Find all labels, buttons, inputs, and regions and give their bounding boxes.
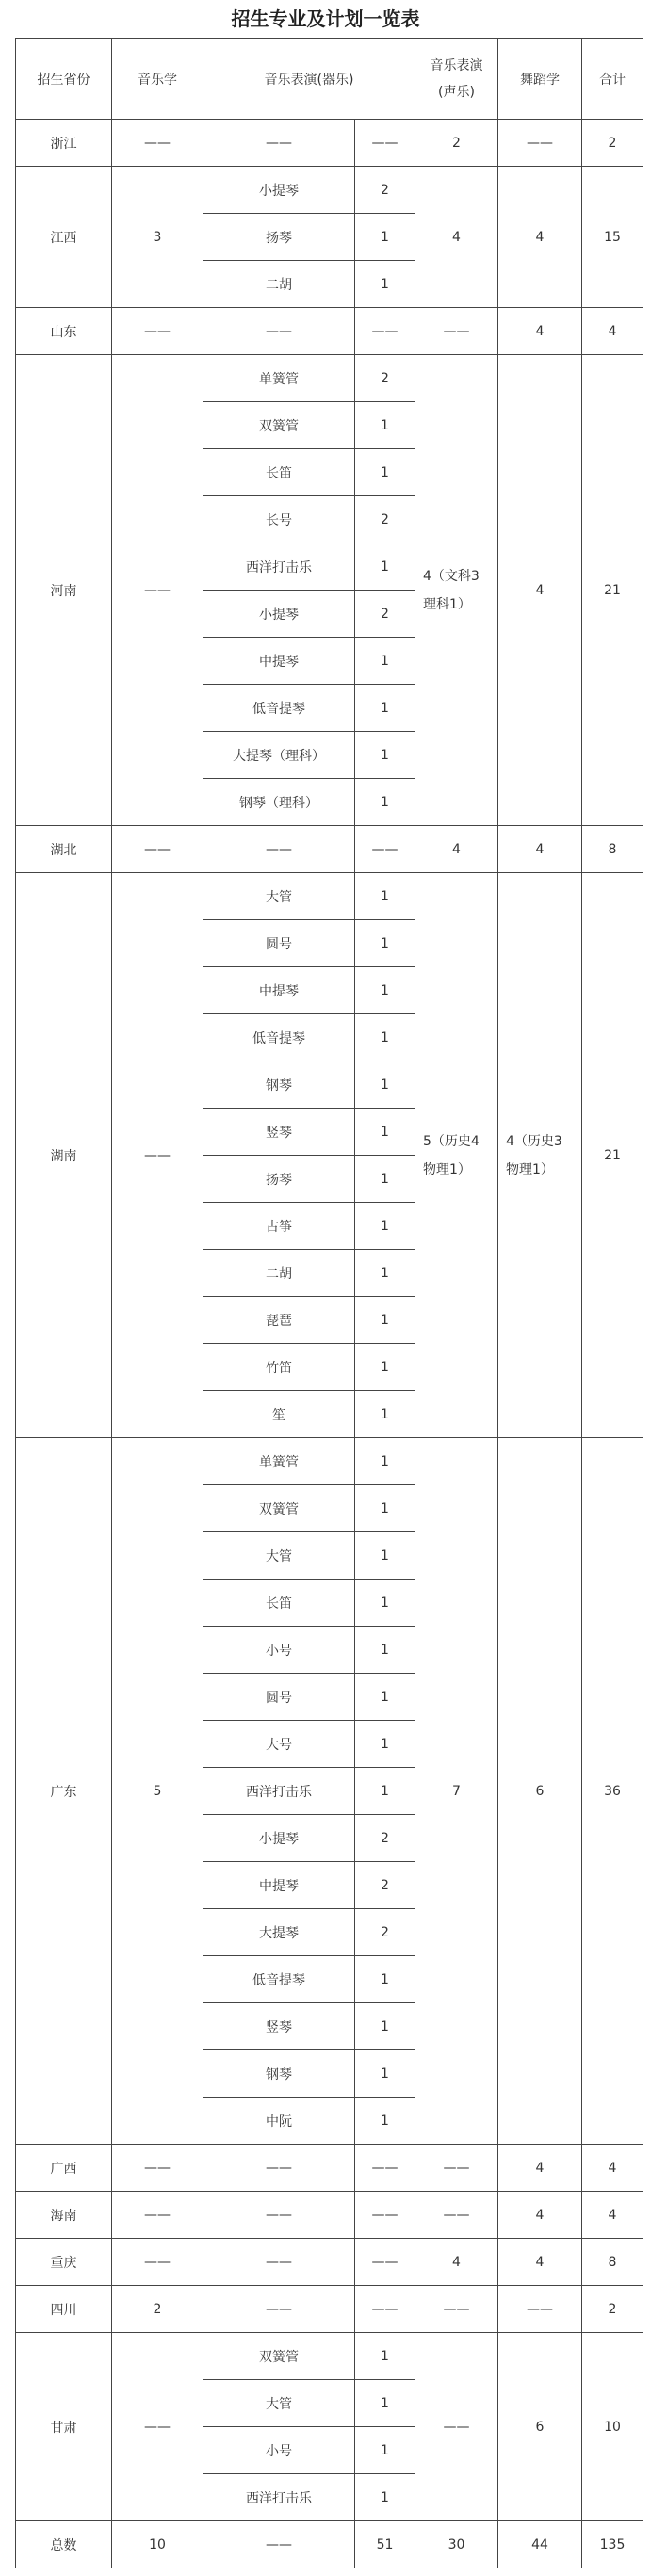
vocal-cell: —— <box>415 2192 498 2239</box>
instrument-count-cell: —— <box>355 120 415 167</box>
instrument-count-cell: 1 <box>355 1061 415 1109</box>
total-cell: 4 <box>582 2192 643 2239</box>
table-row-hubei <box>16 826 643 873</box>
table-row-hunan <box>16 873 643 920</box>
instrument-count-cell: —— <box>355 2145 415 2192</box>
total-cell: 10 <box>582 2333 643 2521</box>
province-cell: 广西 <box>16 2145 112 2192</box>
instrument-count-cell: 1 <box>355 685 415 732</box>
instrument-name-cell: 西洋打击乐 <box>203 543 355 591</box>
totals-total-cell: 135 <box>582 2521 643 2568</box>
totals-instrument-cell: —— <box>203 2521 355 2568</box>
instrument-count-cell: 1 <box>355 1768 415 1815</box>
instrument-count-cell: 1 <box>355 1014 415 1061</box>
province-cell: 海南 <box>16 2192 112 2239</box>
instrument-count-cell: 1 <box>355 967 415 1014</box>
instrument-name-cell: 长号 <box>203 496 355 543</box>
header-instrumental: 音乐表演(器乐) <box>203 39 415 120</box>
dance-cell: 4 <box>498 308 582 355</box>
dance-value: 6 <box>535 2419 545 2435</box>
instrument-name-cell: 低音提琴 <box>203 1956 355 2003</box>
province-cell: 甘肃 <box>16 2333 112 2521</box>
instrument-name-cell: 大提琴 <box>203 1909 355 1956</box>
instrument-count-cell: 1 <box>355 1391 415 1438</box>
vocal-value: 4（文科3理科1） <box>423 568 480 612</box>
instrument-name-cell: 双簧管 <box>203 1485 355 1532</box>
dance-cell <box>498 1438 582 2145</box>
instrument-count-cell: 1 <box>355 1109 415 1156</box>
instrument-name-cell: 长笛 <box>203 1580 355 1627</box>
music-studies-cell: 2 <box>112 2286 203 2333</box>
header-row <box>16 39 643 120</box>
instrument-name-cell: 钢琴 <box>203 1061 355 1109</box>
table-row-zhejiang <box>16 120 643 167</box>
instrument-name-cell: 低音提琴 <box>203 1014 355 1061</box>
instrument-name-cell: 扬琴 <box>203 214 355 261</box>
enrollment-plan-table <box>15 38 643 2568</box>
province-cell: 江西 <box>16 167 112 308</box>
header-province: 招生省份 <box>16 39 112 120</box>
totals-music-cell: 10 <box>112 2521 203 2568</box>
table-row-henan <box>16 355 643 402</box>
vocal-value: —— <box>443 2419 470 2435</box>
instrument-name-cell: 笙 <box>203 1391 355 1438</box>
music-studies-cell: —— <box>112 355 203 826</box>
instrument-name-cell: 大管 <box>203 873 355 920</box>
table-row-totals <box>16 2521 643 2568</box>
instrument-count-cell: 2 <box>355 1862 415 1909</box>
instrument-count-cell: 1 <box>355 638 415 685</box>
total-cell: 36 <box>582 1438 643 2145</box>
instrument-name-cell: 单簧管 <box>203 355 355 402</box>
vocal-cell: —— <box>415 308 498 355</box>
instrument-name-cell: —— <box>203 2192 355 2239</box>
totals-vocal-cell: 30 <box>415 2521 498 2568</box>
total-cell: 2 <box>582 2286 643 2333</box>
dance-cell: 4 <box>498 2239 582 2286</box>
vocal-value: 4 <box>452 229 461 245</box>
dance-cell <box>498 355 582 826</box>
vocal-cell: 4 <box>415 826 498 873</box>
instrument-count-cell: 1 <box>355 2003 415 2050</box>
instrument-name-cell: 西洋打击乐 <box>203 2474 355 2521</box>
instrument-count-cell: —— <box>355 826 415 873</box>
instrument-count-cell: 2 <box>355 167 415 214</box>
instrument-name-cell: 钢琴 <box>203 2050 355 2098</box>
instrument-count-cell: 2 <box>355 496 415 543</box>
instrument-name-cell: 古筝 <box>203 1203 355 1250</box>
instrument-name-cell: 竖琴 <box>203 1109 355 1156</box>
music-studies-cell: —— <box>112 308 203 355</box>
total-cell: 4 <box>582 308 643 355</box>
vocal-cell: 4 <box>415 2239 498 2286</box>
header-vocal <box>415 39 498 120</box>
instrument-count-cell: 1 <box>355 1721 415 1768</box>
instrument-name-cell: 大号 <box>203 1721 355 1768</box>
dance-cell: 4 <box>498 2192 582 2239</box>
instrument-count-cell: 1 <box>355 214 415 261</box>
table-row-jiangxi <box>16 167 643 214</box>
instrument-name-cell: 双簧管 <box>203 2333 355 2380</box>
instrument-name-cell: 长笛 <box>203 449 355 496</box>
music-studies-cell: —— <box>112 2333 203 2521</box>
header-music-studies: 音乐学 <box>112 39 203 120</box>
instrument-name-cell: 大提琴（理科） <box>203 732 355 779</box>
dance-value: 6 <box>535 1783 545 1799</box>
totals-label-cell: 总数 <box>16 2521 112 2568</box>
table-row-chongqing <box>16 2239 643 2286</box>
instrument-name-cell: 单簧管 <box>203 1438 355 1485</box>
instrument-name-cell: —— <box>203 2286 355 2333</box>
instrument-name-cell: —— <box>203 826 355 873</box>
dance-cell: —— <box>498 120 582 167</box>
instrument-count-cell: 1 <box>355 1438 415 1485</box>
instrument-name-cell: 扬琴 <box>203 1156 355 1203</box>
vocal-cell: —— <box>415 2286 498 2333</box>
table-row-hainan <box>16 2192 643 2239</box>
music-studies-cell: 3 <box>112 167 203 308</box>
vocal-cell <box>415 355 498 826</box>
instrument-count-cell: 1 <box>355 1485 415 1532</box>
vocal-cell: 2 <box>415 120 498 167</box>
instrument-name-cell: —— <box>203 2239 355 2286</box>
instrument-count-cell: 1 <box>355 1156 415 1203</box>
province-cell: 湖南 <box>16 873 112 1438</box>
totals-inst-count-cell: 51 <box>355 2521 415 2568</box>
instrument-name-cell: 琵琶 <box>203 1297 355 1344</box>
province-cell: 四川 <box>16 2286 112 2333</box>
province-cell: 广东 <box>16 1438 112 2145</box>
instrument-count-cell: 1 <box>355 2474 415 2521</box>
province-cell: 山东 <box>16 308 112 355</box>
vocal-cell <box>415 873 498 1438</box>
dance-cell: —— <box>498 2286 582 2333</box>
instrument-name-cell: 小提琴 <box>203 167 355 214</box>
totals-dance-cell: 44 <box>498 2521 582 2568</box>
instrument-name-cell: 中阮 <box>203 2098 355 2145</box>
instrument-count-cell: 1 <box>355 1250 415 1297</box>
vocal-value: 5（历史4物理1） <box>423 1133 480 1177</box>
instrument-count-cell: 2 <box>355 355 415 402</box>
table-row-guangdong <box>16 1438 643 1485</box>
instrument-count-cell: —— <box>355 2286 415 2333</box>
vocal-cell <box>415 1438 498 2145</box>
instrument-count-cell: 1 <box>355 920 415 967</box>
music-studies-cell: 5 <box>112 1438 203 2145</box>
instrument-count-cell: 1 <box>355 1532 415 1580</box>
instrument-count-cell: 1 <box>355 1627 415 1674</box>
instrument-name-cell: 双簧管 <box>203 402 355 449</box>
instrument-count-cell: 1 <box>355 449 415 496</box>
province-cell: 重庆 <box>16 2239 112 2286</box>
instrument-name-cell: 二胡 <box>203 1250 355 1297</box>
instrument-count-cell: 1 <box>355 873 415 920</box>
total-cell: 8 <box>582 2239 643 2286</box>
instrument-count-cell: 1 <box>355 2427 415 2474</box>
instrument-count-cell: 1 <box>355 1297 415 1344</box>
instrument-name-cell: 中提琴 <box>203 638 355 685</box>
instrument-count-cell: 2 <box>355 1909 415 1956</box>
instrument-count-cell: 1 <box>355 779 415 826</box>
instrument-count-cell: 1 <box>355 1203 415 1250</box>
instrument-count-cell: 1 <box>355 543 415 591</box>
instrument-name-cell: —— <box>203 2145 355 2192</box>
instrument-name-cell: 小提琴 <box>203 591 355 638</box>
instrument-name-cell: 中提琴 <box>203 967 355 1014</box>
dance-value: 4 <box>535 582 545 598</box>
instrument-count-cell: 1 <box>355 2098 415 2145</box>
instrument-name-cell: 中提琴 <box>203 1862 355 1909</box>
instrument-count-cell: 1 <box>355 2333 415 2380</box>
instrument-name-cell: 西洋打击乐 <box>203 1768 355 1815</box>
instrument-name-cell: 小提琴 <box>203 1815 355 1862</box>
instrument-name-cell: 大管 <box>203 1532 355 1580</box>
instrument-count-cell: 1 <box>355 261 415 308</box>
instrument-count-cell: 1 <box>355 402 415 449</box>
dance-cell: 4 <box>498 2145 582 2192</box>
music-studies-cell: —— <box>112 120 203 167</box>
vocal-value: 7 <box>452 1783 461 1799</box>
instrument-count-cell: —— <box>355 2192 415 2239</box>
instrument-count-cell: —— <box>355 2239 415 2286</box>
total-cell: 21 <box>582 873 643 1438</box>
music-studies-cell: —— <box>112 2192 203 2239</box>
instrument-count-cell: 1 <box>355 2380 415 2427</box>
table-row-gansu <box>16 2333 643 2380</box>
instrument-name-cell: 低音提琴 <box>203 685 355 732</box>
instrument-count-cell: 1 <box>355 2050 415 2098</box>
instrument-name-cell: —— <box>203 120 355 167</box>
instrument-name-cell: 竖琴 <box>203 2003 355 2050</box>
table-row-guangxi <box>16 2145 643 2192</box>
music-studies-cell: —— <box>112 826 203 873</box>
total-cell: 8 <box>582 826 643 873</box>
vocal-cell: —— <box>415 2145 498 2192</box>
page-title: 招生专业及计划一览表 <box>231 8 420 30</box>
total-cell: 4 <box>582 2145 643 2192</box>
instrument-name-cell: 二胡 <box>203 261 355 308</box>
music-studies-cell: —— <box>112 873 203 1438</box>
instrument-name-cell: 圆号 <box>203 1674 355 1721</box>
dance-cell <box>498 167 582 308</box>
total-cell: 2 <box>582 120 643 167</box>
instrument-name-cell: 钢琴（理科） <box>203 779 355 826</box>
table-row-shandong <box>16 308 643 355</box>
instrument-count-cell: 1 <box>355 1674 415 1721</box>
dance-value: 4 <box>535 229 545 245</box>
dance-cell: 4 <box>498 826 582 873</box>
instrument-count-cell: 1 <box>355 1580 415 1627</box>
instrument-count-cell: —— <box>355 308 415 355</box>
header-dance: 舞蹈学 <box>498 39 582 120</box>
province-cell: 浙江 <box>16 120 112 167</box>
header-total: 合计 <box>582 39 643 120</box>
vocal-cell <box>415 167 498 308</box>
vocal-cell <box>415 2333 498 2521</box>
dance-value: 4（历史3物理1） <box>506 1133 562 1177</box>
instrument-count-cell: 2 <box>355 591 415 638</box>
instrument-count-cell: 2 <box>355 1815 415 1862</box>
dance-cell <box>498 873 582 1438</box>
total-cell: 15 <box>582 167 643 308</box>
instrument-name-cell: 小号 <box>203 2427 355 2474</box>
total-cell: 21 <box>582 355 643 826</box>
instrument-name-cell: 小号 <box>203 1627 355 1674</box>
dance-cell <box>498 2333 582 2521</box>
table-row-sichuan <box>16 2286 643 2333</box>
province-cell: 湖北 <box>16 826 112 873</box>
instrument-count-cell: 1 <box>355 1956 415 2003</box>
instrument-name-cell: 竹笛 <box>203 1344 355 1391</box>
instrument-count-cell: 1 <box>355 732 415 779</box>
music-studies-cell: —— <box>112 2145 203 2192</box>
instrument-name-cell: 圆号 <box>203 920 355 967</box>
province-cell: 河南 <box>16 355 112 826</box>
instrument-name-cell: —— <box>203 308 355 355</box>
music-studies-cell: —— <box>112 2239 203 2286</box>
header-vocal-text: 音乐表演(声乐) <box>430 57 483 100</box>
instrument-name-cell: 大管 <box>203 2380 355 2427</box>
instrument-count-cell: 1 <box>355 1344 415 1391</box>
